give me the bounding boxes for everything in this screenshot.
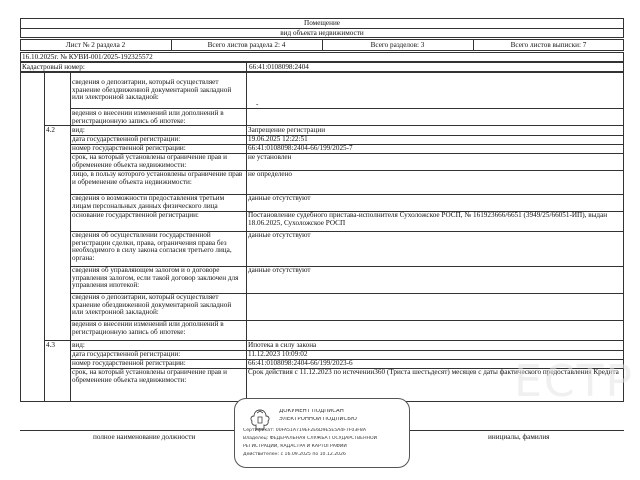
name-label: инициалы, фамилия — [488, 433, 550, 441]
doc-reference: 16.10.2025г. № КУВИ-001/2025-192325572 — [22, 53, 153, 61]
cadastral-label: Кадастровый номер: — [22, 63, 85, 71]
s42-row-8-label: сведения об управляющем залогом и о договоре управления залогом, если такой договор заключен для управления ипотекой: — [72, 266, 239, 290]
electronic-signature-stamp — [234, 398, 410, 468]
s42-row-9-label: сведения о депозитарии, который осуществляет хранение обездвиженной документарной закладной или электронной закладной: — [72, 293, 232, 317]
total-sheets-section: Всего листов раздела 2: 4 — [207, 41, 286, 49]
s42-row-6-value: Постановление судебного пристава-исполнителя Сухоложское РОСП, № 161923666/6651 (3949/25/66051-ИП), выдан 18.06.2025, Сухоложское РОСП — [248, 211, 608, 227]
total-sheets-extract: Всего листов выписки: 7 — [510, 41, 587, 49]
s42-row-9-value — [246, 293, 624, 320]
sheet-number: Лист № 2 раздела 2 — [65, 41, 126, 49]
cadastral-value: 66:41:0108098:2404 — [249, 63, 309, 71]
s42-row-5-value: данные отсутствуют — [248, 194, 311, 202]
stamp-title-1: ДОКУМЕНТ ПОДПИСАН — [279, 409, 344, 414]
s42-row-10-label: ведения о внесении изменений или дополнений в регистрационную запись об ипотеке: — [72, 320, 224, 336]
s43-row-0-value: Ипотека в силу закона — [248, 341, 317, 349]
section-4-2-number: 4.2 — [46, 126, 55, 134]
s42-row-1-label: дата государственной регистрации: — [72, 135, 181, 143]
s43-row-1-label: дата государственной регистрации: — [72, 350, 181, 358]
s42-row-3-label: срок, на который установлены ограничение прав и обременение объекта недвижимости: — [72, 153, 227, 169]
position-label: полное наименование должности — [93, 433, 196, 441]
s43-row-0-label: вид: — [72, 341, 85, 349]
depositary-label: сведения о депозитарии, который осуществляет хранение обездвиженной документарной закладной или электронной закладной: — [72, 78, 232, 102]
s42-row-10-value — [246, 320, 624, 340]
changes-label: ведения о внесении изменений или дополнений в регистрационную запись об ипотеке: — [72, 109, 224, 125]
col-line-1 — [44, 72, 45, 402]
s42-row-1-value: 19.06.2025 12:22:51 — [248, 135, 308, 143]
stamp-validity: Действителен: с 16.09.2025 по 10.12.2026 — [243, 452, 346, 457]
s43-row-3-label: срок, на который установлены ограничение прав и обременение объекта недвижимости: — [72, 368, 227, 384]
stamp-certificate: Сертификат: 00FA51A719ЕF2E6D9E5E5А4F7F03F8А — [243, 428, 366, 433]
changes-value — [246, 109, 624, 125]
s43-row-2-label: номер государственной регистрации: — [72, 359, 186, 367]
cadastral-row — [20, 62, 624, 72]
section-4-3-number: 4.3 — [46, 341, 55, 349]
s42-row-4-value: не определено — [248, 170, 293, 178]
stamp-owner: Владелец: ФЕДЕРАЛЬНАЯ СЛУЖБА ГОСУДАРСТВЕННОЙ — [243, 436, 378, 441]
s42-row-7-value: данные отсутствуют — [248, 231, 311, 239]
s42-row-3-value: не установлен — [248, 153, 292, 161]
s42-row-8-value: данные отсутствуют — [248, 266, 311, 274]
s42-row-6-label: основание государственной регистрации: — [72, 211, 199, 219]
cadastral-divider — [246, 62, 247, 72]
s43-row-3-value: Срок действия с 11.12.2023 по истечении360 (Триста шестьдесят) месяцев с даты фактического предоставления Кредита — [248, 368, 619, 376]
page-title: Помещение — [304, 19, 340, 27]
s42-row-7-label: сведения об осуществлении государственной регистрации сделки, права, ограничения права без необходимого в силу закона согласия третьего лица, органа: — [72, 231, 232, 262]
s43-row-1-value: 11.12.2023 10:09:02 — [248, 350, 308, 358]
watermark: ЕСТР — [514, 356, 634, 407]
s42-row-0-label: вид: — [72, 126, 85, 134]
s42-row-0-value: Запрещение регистрации — [248, 126, 326, 134]
s42-row-4-label: лицо, в пользу которого установлены ограничение прав и обременение объекта недвижимости: — [72, 170, 243, 186]
page-subtitle: вид объекта недвижимости — [280, 29, 364, 37]
s42-row-5-label: сведения о возможности предоставления третьим лицам персональных данных физического лица — [72, 194, 225, 210]
total-sections: Всего разделов: 3 — [370, 41, 425, 49]
s43-row-2-value: 66:41:0108098:2404-66/199/2023-6 — [248, 359, 353, 367]
stamp-owner-2: РЕГИСТРАЦИИ, КАДАСТРА И КАРТОГРАФИИ — [243, 444, 347, 449]
s42-row-2-label: номер государственной регистрации: — [72, 144, 186, 152]
s42-row-2-value: 66:41:0108098:2404-66/199/2025-7 — [248, 144, 353, 152]
stamp-title-2: ЭЛЕКТРОННОЙ ПОДПИСЬЮ — [279, 417, 357, 422]
depositary-value: - — [256, 100, 259, 108]
